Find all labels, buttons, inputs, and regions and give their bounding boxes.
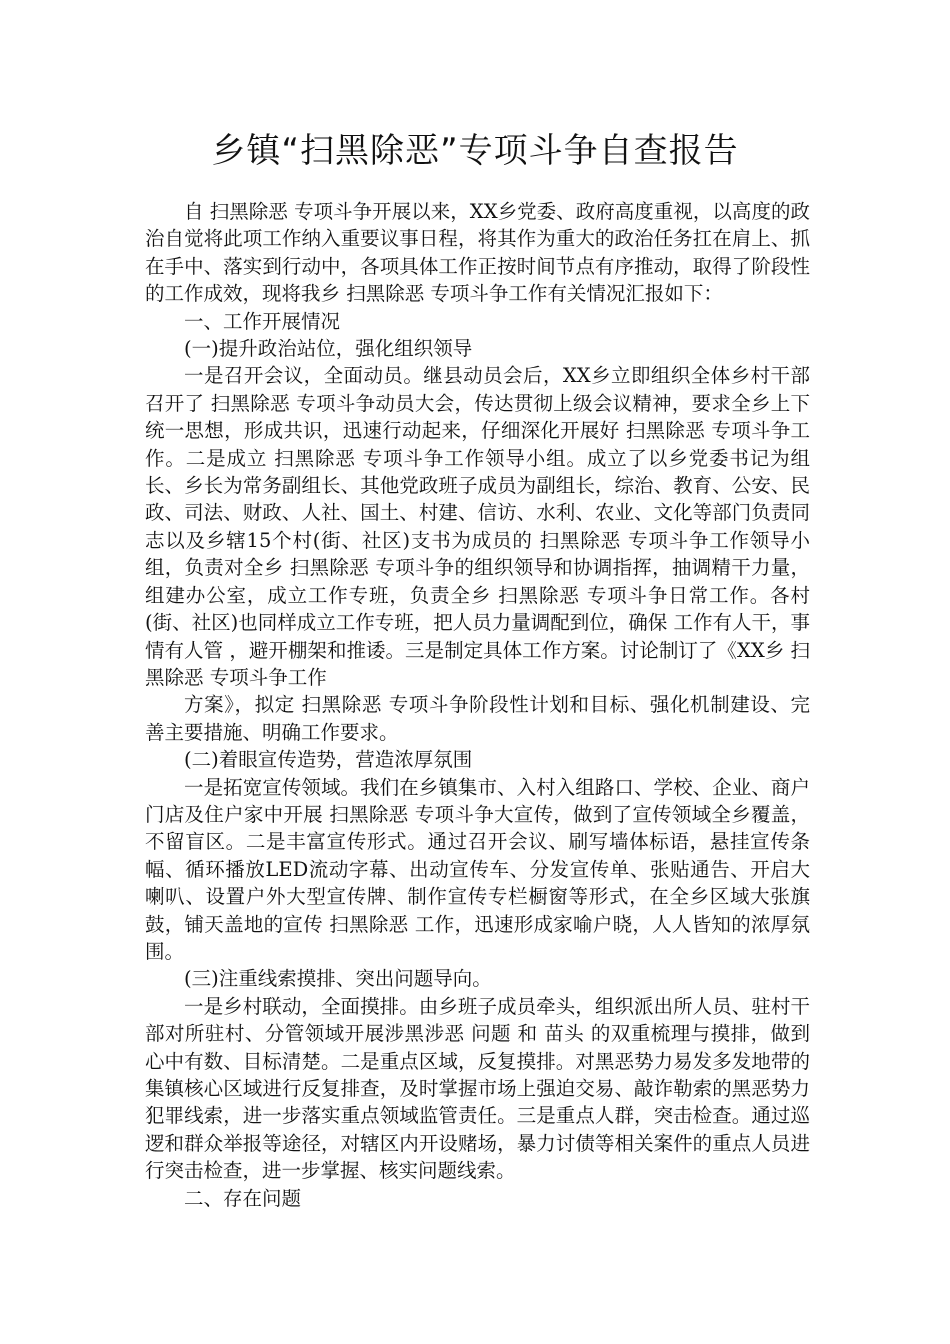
intro-paragraph: 自 扫黑除恶 专项斗争开展以来，XX乡党委、政府高度重视，以高度的政治自觉将此项工作纳入重要议事日程，将其作为重大的政治任务扛在肩上、抓在手中、落实到行动中，各项具体工作正按时间节点有序推动，取得了阶段性的工作成效，现将我乡 扫黑除恶 专项斗争工作有关情况汇报如下： [145,200,810,306]
clue-investigation-paragraph: 一是乡村联动，全面摸排。由乡班子成员牵头，组织派出所人员、驻村干部对所驻村、分管领域开展涉黑涉恶 问题 和 苗头 的双重梳理与摸排，做到心中有数、目标清楚。二是重点区域，反复摸排。对黑恶势力易发多发地带的集镇核心区域进行反复排查，及时掌握市场上强迫交易、敲诈勒索的黑恶势力犯罪线索，进一步落实重点领域监管责任。三是重点人群，突击检查。通过巡逻和群众举报等途径，对辖区内开设赌场，暴力讨债等相关案件的重点人员进行突击检查，进一步掌握、核实问题线索。 [145,994,810,1183]
document-title: 乡镇“扫黑除恶”专项斗争自查报告 [211,131,739,171]
section-heading-work-progress: 一、工作开展情况 [184,309,341,333]
publicity-paragraph: 一是拓宽宣传领域。我们在乡镇集市、入村入组路口、学校、企业、商户门店及住户家中开展 扫黑除恶 专项斗争大宣传，做到了宣传领域全乡覆盖，不留盲区。二是丰富宣传形式。通过召开会议、刷写墙体标语，悬挂宣传条幅、循环播放LED流动字幕、出动宣传车、分发宣传单、张贴通告、开启大喇叭、设置户外大型宣传牌、制作宣传专栏橱窗等形式，在全乡区域大张旗鼓，铺天盖地的宣传 扫黑除恶 工作，迅速形成家喻户晓，人人皆知的浓厚氛围。 [145,775,810,963]
organization-paragraph-continued: 方案》，拟定 扫黑除恶 专项斗争阶段性计划和目标、强化机制建设、完善主要措施、明确工作要求。 [145,693,810,744]
organization-paragraph: 一是召开会议，全面动员。继县动员会后，XX乡立即组织全体乡村干部召开了 扫黑除恶 专项斗争动员大会，传达贯彻上级会议精神，要求全乡上下统一思想，形成共识，迅速行动起来，仔细深化开展好 扫黑除恶 专项斗争工作。二是成立 扫黑除恶 专项斗争工作领导小组。成立了以乡党委书记为组长、乡长为常务副组长、其他党政班子成员为副组长，综治、教育、公安、民政、司法、财政、人社、国土、村建、信访、水利、农业、文化等部门负责同志以及乡辖15个村(街、社区)支书为成员的 扫黑除恶 专项斗争工作领导小组，负责对全乡 扫黑除恶 专项斗争的组织领导和协调指挥，抽调精干力量，组建办公室，成立工作专班，负责全乡 扫黑除恶 专项斗争日常工作。各村(街、社区)也同样成立工作专班，把人员力量调配到位，确保 工作有人干，事情有人管 ，避开棚架和推诿。三是制定具体工作方案。讨论制订了《XX乡 扫黑除恶 专项斗争工作 [145,364,810,689]
section-heading-existing-problems: 二、存在问题 [184,1186,302,1210]
subsection-heading-clue-investigation: (三)注重线索摸排、突出问题导向。 [184,967,492,991]
subsection-heading-organization: (一)提升政治站位，强化组织领导 [184,337,473,361]
subsection-heading-publicity: (二)着眼宣传造势，营造浓厚氛围 [184,748,473,772]
document-body [145,198,810,1212]
